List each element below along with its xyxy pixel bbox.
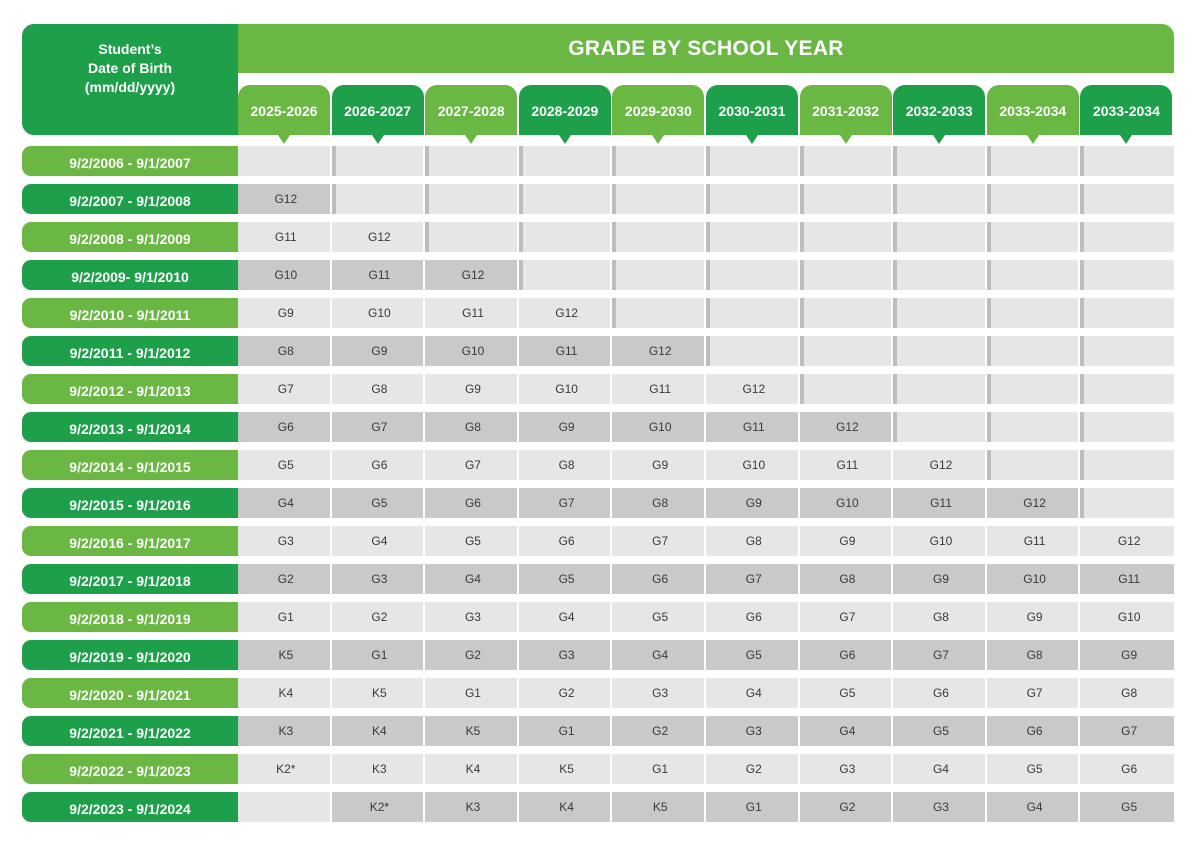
empty-grade-cell: [987, 260, 1079, 290]
grade-cell: K4: [425, 754, 517, 784]
grade-cell: G8: [238, 336, 330, 366]
grade-cell: G3: [800, 754, 892, 784]
empty-grade-cell: [987, 412, 1079, 442]
grade-cell: G6: [1080, 754, 1174, 784]
grade-cell: G6: [893, 678, 985, 708]
grade-cell: G9: [519, 412, 611, 442]
grade-cell: G8: [519, 450, 611, 480]
grade-cell: G12: [332, 222, 424, 252]
school-year-label: 2029-2030: [624, 103, 692, 119]
table-row: [22, 602, 1174, 632]
grade-cell: G12: [987, 488, 1079, 518]
grade-cell: G10: [706, 450, 798, 480]
grade-cell: G10: [893, 526, 985, 556]
empty-grade-cell: [612, 298, 704, 328]
grade-cell: G5: [519, 564, 611, 594]
empty-grade-cell: [1080, 374, 1174, 404]
dob-range-label: 9/2/2017 - 9/1/2018: [22, 564, 238, 594]
grade-cell: G4: [706, 678, 798, 708]
empty-grade-cell: [612, 184, 704, 214]
dob-range-label: 9/2/2015 - 9/1/2016: [22, 488, 238, 518]
empty-grade-cell: [987, 298, 1079, 328]
empty-grade-cell: [893, 412, 985, 442]
empty-grade-cell: [987, 146, 1079, 176]
grade-cell: G10: [987, 564, 1079, 594]
grade-cell: G6: [612, 564, 704, 594]
empty-grade-cell: [1080, 222, 1174, 252]
empty-grade-cell: [1080, 146, 1174, 176]
dob-range-label: 9/2/2022 - 9/1/2023: [22, 754, 238, 784]
school-year-label: 2032-2033: [905, 103, 973, 119]
table-row: [22, 526, 1174, 556]
grade-cell: G4: [800, 716, 892, 746]
school-year-label: 2027-2028: [437, 103, 505, 119]
empty-grade-cell: [800, 222, 892, 252]
empty-grade-cell: [612, 146, 704, 176]
grade-cell: G7: [893, 640, 985, 670]
empty-grade-cell: [332, 146, 424, 176]
grade-cell: G6: [987, 716, 1079, 746]
school-year-tab: [612, 85, 704, 135]
grade-cell: G7: [706, 564, 798, 594]
dob-range-label: 9/2/2011 - 9/1/2012: [22, 336, 238, 366]
grade-by-school-year-title: GRADE BY SCHOOL YEAR: [568, 36, 844, 60]
empty-grade-cell: [800, 298, 892, 328]
empty-grade-cell: [706, 336, 798, 366]
grade-cell: G4: [519, 602, 611, 632]
table-row: [22, 564, 1174, 594]
grade-cell: G12: [238, 184, 330, 214]
grade-cell: G12: [800, 412, 892, 442]
school-year-tab: [987, 85, 1079, 135]
dob-range-label: 9/2/2018 - 9/1/2019: [22, 602, 238, 632]
grade-cell: G8: [706, 526, 798, 556]
grade-cell: G11: [425, 298, 517, 328]
grade-cell: G12: [425, 260, 517, 290]
table-row: [22, 792, 1174, 822]
grade-cell: G9: [893, 564, 985, 594]
grade-cell: K3: [332, 754, 424, 784]
table-row: [22, 298, 1174, 328]
empty-grade-cell: [987, 184, 1079, 214]
table-row: [22, 184, 1174, 214]
grade-cell: G2: [519, 678, 611, 708]
grade-cell: G2: [612, 716, 704, 746]
grade-cell: G5: [425, 526, 517, 556]
table-row: [22, 678, 1174, 708]
grade-cell: G5: [893, 716, 985, 746]
grade-cell: G1: [706, 792, 798, 822]
grade-cell: G1: [332, 640, 424, 670]
grade-cell: G4: [238, 488, 330, 518]
grade-cell: G5: [800, 678, 892, 708]
grade-cell: G5: [987, 754, 1079, 784]
grade-cell: K5: [612, 792, 704, 822]
grade-cell: K3: [425, 792, 517, 822]
grade-cell: G7: [1080, 716, 1174, 746]
grade-cell: K2*: [332, 792, 424, 822]
grade-cell: G9: [425, 374, 517, 404]
grade-cell: G8: [800, 564, 892, 594]
grade-cell: G4: [987, 792, 1079, 822]
empty-grade-cell: [612, 260, 704, 290]
grade-cell: G3: [332, 564, 424, 594]
grade-cell: G6: [519, 526, 611, 556]
grade-cell: K4: [519, 792, 611, 822]
grade-cell: G9: [706, 488, 798, 518]
empty-grade-cell: [425, 146, 517, 176]
grade-cell: G3: [238, 526, 330, 556]
empty-grade-cell: [987, 222, 1079, 252]
empty-grade-cell: [987, 336, 1079, 366]
empty-grade-cell: [800, 374, 892, 404]
grade-cell: G12: [1080, 526, 1174, 556]
grade-cell: G2: [238, 564, 330, 594]
school-year-label: 2025-2026: [250, 103, 318, 119]
grade-cell: G10: [238, 260, 330, 290]
empty-grade-cell: [893, 222, 985, 252]
grade-cell: G8: [1080, 678, 1174, 708]
grade-cell: G12: [893, 450, 985, 480]
grade-cell: G3: [519, 640, 611, 670]
table-row: [22, 260, 1174, 290]
grade-cell: G4: [425, 564, 517, 594]
grade-cell: G2: [706, 754, 798, 784]
table-row: [22, 754, 1174, 784]
grade-cell: G4: [893, 754, 985, 784]
table-row: [22, 222, 1174, 252]
school-year-tab: [1080, 85, 1172, 135]
empty-grade-cell: [800, 146, 892, 176]
grade-cell: K4: [332, 716, 424, 746]
empty-grade-cell: [238, 792, 330, 822]
grade-cell: G9: [238, 298, 330, 328]
grade-cell: G1: [612, 754, 704, 784]
dob-range-label: 9/2/2006 - 9/1/2007: [22, 146, 238, 176]
grade-cell: G11: [1080, 564, 1174, 594]
grade-cell: G7: [987, 678, 1079, 708]
dob-column-header: [22, 24, 238, 135]
empty-grade-cell: [1080, 298, 1174, 328]
dob-range-label: 9/2/2012 - 9/1/2013: [22, 374, 238, 404]
grade-cell: G8: [425, 412, 517, 442]
grade-cell: G10: [1080, 602, 1174, 632]
dob-range-label: 9/2/2016 - 9/1/2017: [22, 526, 238, 556]
grade-cell: G2: [332, 602, 424, 632]
grade-by-school-year-header: [238, 24, 1174, 73]
grade-cell: K4: [238, 678, 330, 708]
grade-cell: G6: [332, 450, 424, 480]
school-year-label: 2031-2032: [812, 103, 880, 119]
empty-grade-cell: [893, 374, 985, 404]
dob-column-header-label: Student’s Date of Birth (mm/dd/yyyy): [84, 41, 176, 95]
table-row: [22, 488, 1174, 518]
grade-cell: G7: [519, 488, 611, 518]
empty-grade-cell: [1080, 260, 1174, 290]
grade-cell: G8: [612, 488, 704, 518]
grade-cell: G9: [332, 336, 424, 366]
dob-range-label: 9/2/2008 - 9/1/2009: [22, 222, 238, 252]
grade-cell: G11: [893, 488, 985, 518]
grade-cell: G5: [332, 488, 424, 518]
grade-cell: G11: [800, 450, 892, 480]
empty-grade-cell: [1080, 336, 1174, 366]
school-year-tab: [519, 85, 611, 135]
dob-range-label: 9/2/2007 - 9/1/2008: [22, 184, 238, 214]
empty-grade-cell: [706, 298, 798, 328]
grade-cell: G1: [425, 678, 517, 708]
empty-grade-cell: [612, 222, 704, 252]
grade-cell: G12: [706, 374, 798, 404]
grade-cell: G9: [1080, 640, 1174, 670]
grade-cell: K2*: [238, 754, 330, 784]
grade-cell: G9: [800, 526, 892, 556]
empty-grade-cell: [425, 222, 517, 252]
table-row: [22, 640, 1174, 670]
dob-range-label: 9/2/2010 - 9/1/2011: [22, 298, 238, 328]
grade-cell: G12: [519, 298, 611, 328]
dob-range-label: 9/2/2019 - 9/1/2020: [22, 640, 238, 670]
school-year-tab: [893, 85, 985, 135]
empty-grade-cell: [800, 336, 892, 366]
empty-grade-cell: [893, 298, 985, 328]
empty-grade-cell: [893, 184, 985, 214]
grade-cell: G7: [238, 374, 330, 404]
school-year-tab: [800, 85, 892, 135]
empty-grade-cell: [1080, 412, 1174, 442]
grade-cell: G3: [612, 678, 704, 708]
empty-grade-cell: [706, 146, 798, 176]
grade-cell: G10: [612, 412, 704, 442]
empty-grade-cell: [1080, 450, 1174, 480]
grade-cell: K5: [238, 640, 330, 670]
grade-cell: G5: [706, 640, 798, 670]
empty-grade-cell: [706, 260, 798, 290]
empty-grade-cell: [893, 336, 985, 366]
grade-cell: G11: [519, 336, 611, 366]
grade-cell: G6: [706, 602, 798, 632]
grade-cell: G3: [706, 716, 798, 746]
school-year-label: 2028-2029: [531, 103, 599, 119]
grade-cell: G12: [612, 336, 704, 366]
empty-grade-cell: [519, 260, 611, 290]
grade-cell: G7: [425, 450, 517, 480]
grade-cell: G7: [612, 526, 704, 556]
school-year-tab: [706, 85, 798, 135]
grade-cell: G7: [800, 602, 892, 632]
school-year-label: 2030-2031: [718, 103, 786, 119]
empty-grade-cell: [519, 146, 611, 176]
grade-cell: G10: [332, 298, 424, 328]
grade-cell: G3: [425, 602, 517, 632]
empty-grade-cell: [425, 184, 517, 214]
grade-cell: K5: [332, 678, 424, 708]
school-year-tab: [238, 85, 330, 135]
table-row: [22, 146, 1174, 176]
empty-grade-cell: [519, 184, 611, 214]
empty-grade-cell: [519, 222, 611, 252]
dob-range-label: 9/2/2021 - 9/1/2022: [22, 716, 238, 746]
grade-cell: G6: [238, 412, 330, 442]
grade-cell: K5: [425, 716, 517, 746]
grade-cell: G4: [332, 526, 424, 556]
table-row: [22, 374, 1174, 404]
grade-cell: K5: [519, 754, 611, 784]
grade-cell: G8: [893, 602, 985, 632]
empty-grade-cell: [893, 260, 985, 290]
empty-grade-cell: [1080, 184, 1174, 214]
school-year-label: 2026-2027: [344, 103, 412, 119]
grade-cell: G11: [706, 412, 798, 442]
grade-cell: G5: [238, 450, 330, 480]
grade-cell: G10: [800, 488, 892, 518]
grade-cell: G4: [612, 640, 704, 670]
empty-grade-cell: [706, 222, 798, 252]
grade-cell: G2: [800, 792, 892, 822]
grade-cell: G3: [893, 792, 985, 822]
dob-range-label: 9/2/2023 - 9/1/2024: [22, 792, 238, 822]
table-row: [22, 716, 1174, 746]
table-row: [22, 412, 1174, 442]
grade-cell: G9: [612, 450, 704, 480]
dob-range-label: 9/2/2020 - 9/1/2021: [22, 678, 238, 708]
grade-cell: G11: [332, 260, 424, 290]
school-year-label: 2033-2034: [999, 103, 1067, 119]
grade-cell: G9: [987, 602, 1079, 632]
school-year-label: 2033-2034: [1092, 103, 1160, 119]
grade-cell: G5: [1080, 792, 1174, 822]
empty-grade-cell: [1080, 488, 1174, 518]
grade-cell: G6: [425, 488, 517, 518]
empty-grade-cell: [893, 146, 985, 176]
grade-cell: G11: [612, 374, 704, 404]
empty-grade-cell: [800, 184, 892, 214]
grade-cell: G7: [332, 412, 424, 442]
empty-grade-cell: [238, 146, 330, 176]
school-year-tab: [425, 85, 517, 135]
grade-cell: G1: [519, 716, 611, 746]
empty-grade-cell: [987, 450, 1079, 480]
grade-cell: G10: [519, 374, 611, 404]
empty-grade-cell: [987, 374, 1079, 404]
grade-cell: G10: [425, 336, 517, 366]
grade-cell: G5: [612, 602, 704, 632]
dob-range-label: 9/2/2014 - 9/1/2015: [22, 450, 238, 480]
grade-cell: G11: [987, 526, 1079, 556]
empty-grade-cell: [332, 184, 424, 214]
grade-cell: G8: [332, 374, 424, 404]
table-row: [22, 336, 1174, 366]
grade-cell: K3: [238, 716, 330, 746]
dob-range-label: 9/2/2013 - 9/1/2014: [22, 412, 238, 442]
school-year-tab: [332, 85, 424, 135]
dob-range-label: 9/2/2009- 9/1/2010: [22, 260, 238, 290]
empty-grade-cell: [706, 184, 798, 214]
grade-cell: G2: [425, 640, 517, 670]
grade-cell: G6: [800, 640, 892, 670]
grade-cell: G11: [238, 222, 330, 252]
table-row: [22, 450, 1174, 480]
empty-grade-cell: [800, 260, 892, 290]
grade-cell: G8: [987, 640, 1079, 670]
grade-cell: G1: [238, 602, 330, 632]
